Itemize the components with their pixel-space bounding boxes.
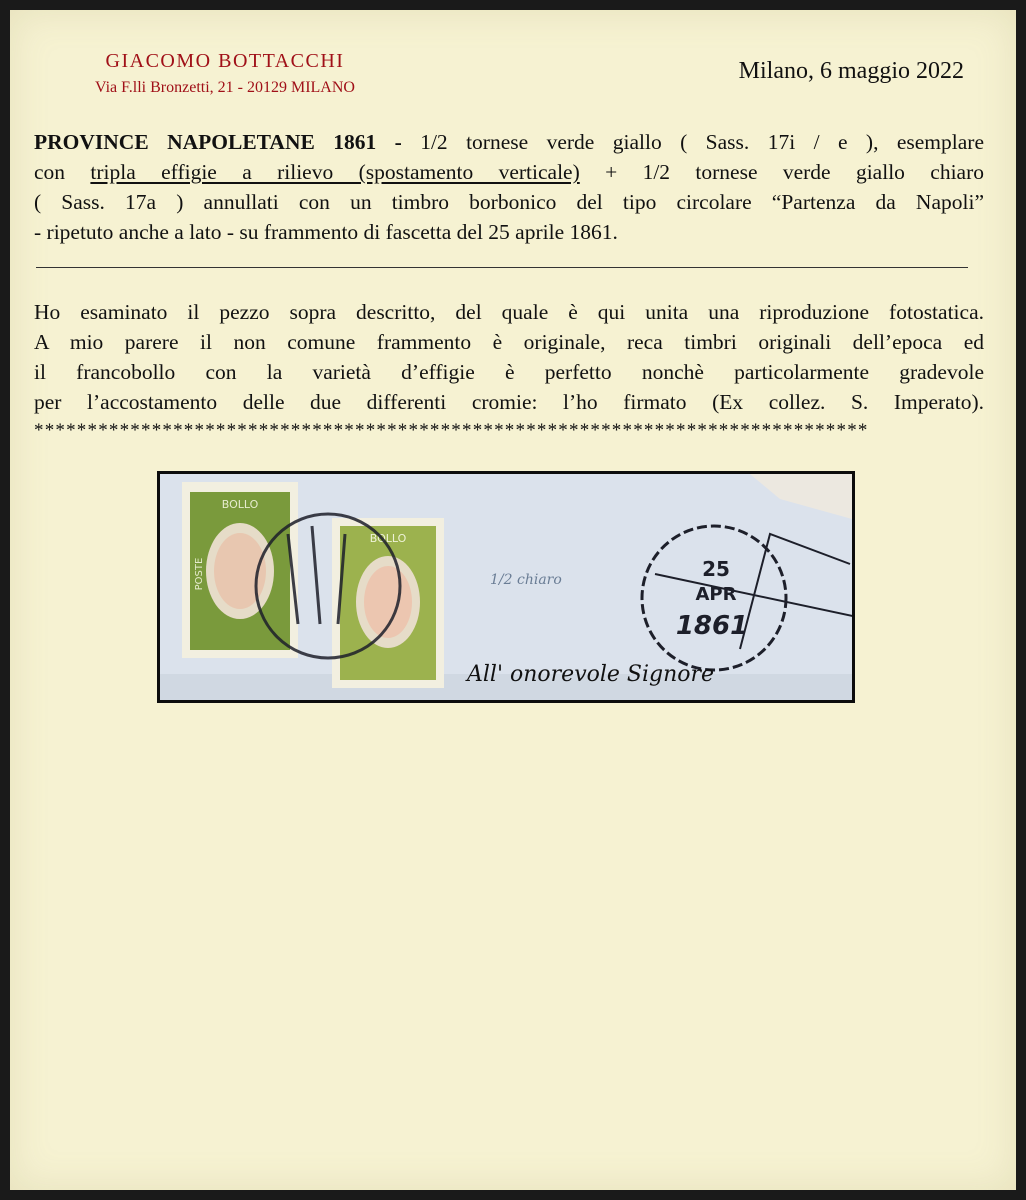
postmark-day: 25	[702, 557, 730, 581]
description-text: + 1/2 tornese verde giallo chiaro	[579, 160, 984, 184]
description-line	[34, 217, 984, 247]
pencil-mark: 1/2 chiaro	[490, 572, 562, 588]
description-text: ( Sass. 17a ) annullati con un timbro borbonico del tipo circolare “Partenza da Napoli”	[34, 190, 984, 214]
certificate-sheet	[10, 10, 1016, 1190]
asterisk-separator: ******************************************************************************	[34, 420, 869, 441]
opinion-line: Ho esaminato il pezzo sopra descritto, del quale è qui unita una riproduzione fotostatica.	[34, 300, 984, 324]
opinion-line: il francobollo con la varietà d’effigie è perfetto nonchè particolarmente gradevole	[34, 360, 984, 384]
description-heading: PROVINCE NAPOLETANE 1861 -	[34, 130, 402, 154]
postmark-year: 1861	[675, 611, 749, 641]
stamp-description	[34, 127, 984, 247]
divider-rule	[36, 267, 968, 268]
stamp-right-top-text: BOLLO	[369, 532, 407, 545]
description-text: con	[34, 160, 91, 184]
stamp-right	[332, 518, 444, 688]
stamp-left	[182, 482, 298, 658]
description-line	[34, 157, 984, 187]
letterhead-name: GIACOMO BOTTACCHI	[105, 50, 345, 72]
variety-underlined: tripla effigie a rilievo (spostamento verticale)	[90, 160, 580, 184]
description-line	[34, 127, 984, 157]
fragment-image	[160, 474, 852, 700]
letterhead-address: Via F.lli Bronzetti, 21 - 20129 MILANO	[95, 79, 355, 96]
description-text: 1/2 tornese verde giallo ( Sass. 17i / e ), esemplare	[401, 130, 984, 154]
description-text: - ripetuto anche a lato - su frammento di fascetta del 25 aprile 1861.	[34, 220, 618, 244]
fragment-address-text: All' onorevole Signore	[467, 662, 715, 687]
postmark-month: APR	[695, 584, 737, 605]
certificate-date: Milano, 6 maggio 2022	[738, 58, 964, 84]
fragment-photo	[157, 471, 855, 703]
opinion-line: A mio parere il non comune frammento è originale, reca timbri originali dell’epoca ed	[34, 330, 984, 354]
expert-opinion	[34, 297, 984, 417]
stamp-left-side-text: POSTE	[194, 557, 205, 591]
opinion-line: per l’accostamento delle due differenti cromie: l’ho firmato (Ex collez. S. Imperato).	[34, 390, 984, 414]
description-line	[34, 187, 984, 217]
stamp-left-top-text: BOLLO	[221, 498, 259, 511]
